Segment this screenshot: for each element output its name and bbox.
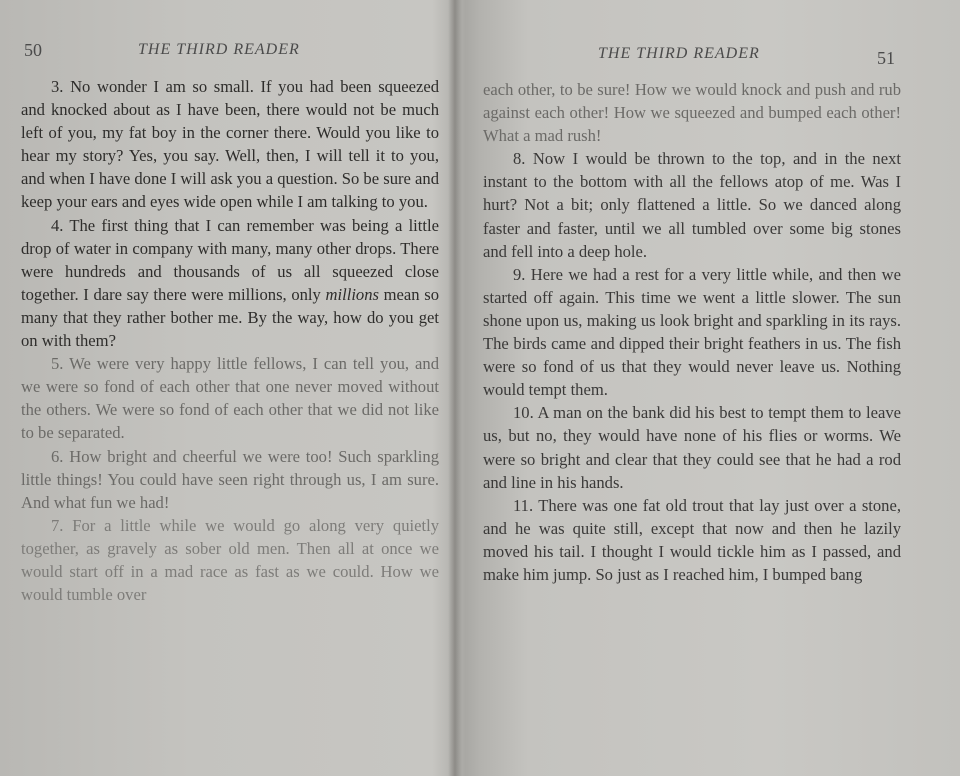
left-page: [0, 0, 455, 776]
page-body: [21, 75, 439, 606]
running-head: THE THIRD READER: [138, 41, 300, 58]
page-body: [483, 78, 901, 586]
right-page: [455, 0, 960, 776]
paragraph: 3. No wonder I am so small. If you had been squeezed and knocked about as I have been, there would not be much left of you, my fat boy in the corner there. Would you like to hear my story? Yes, you say. Well, then, I will tell it to you, and when I have done I will ask you a question. So be sure and keep your ears and eyes wide open while I am talking to you.: [21, 77, 439, 212]
page-number: 51: [877, 48, 895, 68]
paragraph: 4. The first thing that I can remember was being a little drop of water in company with many, many other drops. There were hundreds and thousands of us all squeezed close together. I dare say there were millions, only millions mean so many that they rather bother me. By the way, how do you get on with them?: [21, 215, 439, 351]
paragraph: 7. For a little while we would go along very quietly together, as gravely as sober old men. Then all at once we would start off in a mad race as fast as we could. How we would tumble over: [21, 515, 439, 605]
paragraph: each other, to be sure! How we would knock and push and rub against each other! How we squeezed and bumped each other! What a mad rush!: [483, 80, 901, 146]
running-head: THE THIRD READER: [598, 45, 760, 62]
page-number: 50: [24, 40, 42, 60]
paragraph: 11. There was one fat old trout that lay just over a stone, and he was quite still, except that now and then he lazily moved his tail. I thought I would tickle him as I passed, and make him jump. So just as I reached him, I bumped bang: [483, 495, 901, 584]
emphasis-word: millions: [325, 284, 379, 304]
paragraph: 9. Here we had a rest for a very little while, and then we started off again. This time we went a little slower. The sun shone upon us, making us look bright and sparkling in its rays. The birds came and dipped their bright feathers in us. The fish were so fond of us that they would never leave us. Nothing would tempt them.: [483, 264, 901, 400]
paragraph: 8. Now I would be thrown to the top, and in the next instant to the bottom with all the fellows atop of me. Was I hurt? Not a bit; only flattened a little. So we danced along faster and faster, until we all tumbled over some big stones and fell into a deep hole.: [483, 149, 901, 261]
paragraph: 10. A man on the bank did his best to tempt them to leave us, but no, they would have none of his flies or worms. We were so bright and clear that they could see that he had a rod and line in his hands.: [483, 403, 901, 492]
paragraph: 6. How bright and cheerful we were too! Such sparkling little things! You could have seen right through us, I am sure. And what fun we had!: [21, 446, 439, 512]
paragraph: 5. We were very happy little fellows, I can tell you, and we were so fond of each other that one never moved without the others. We were so fond of each other that we did not like to be separated.: [21, 354, 439, 443]
